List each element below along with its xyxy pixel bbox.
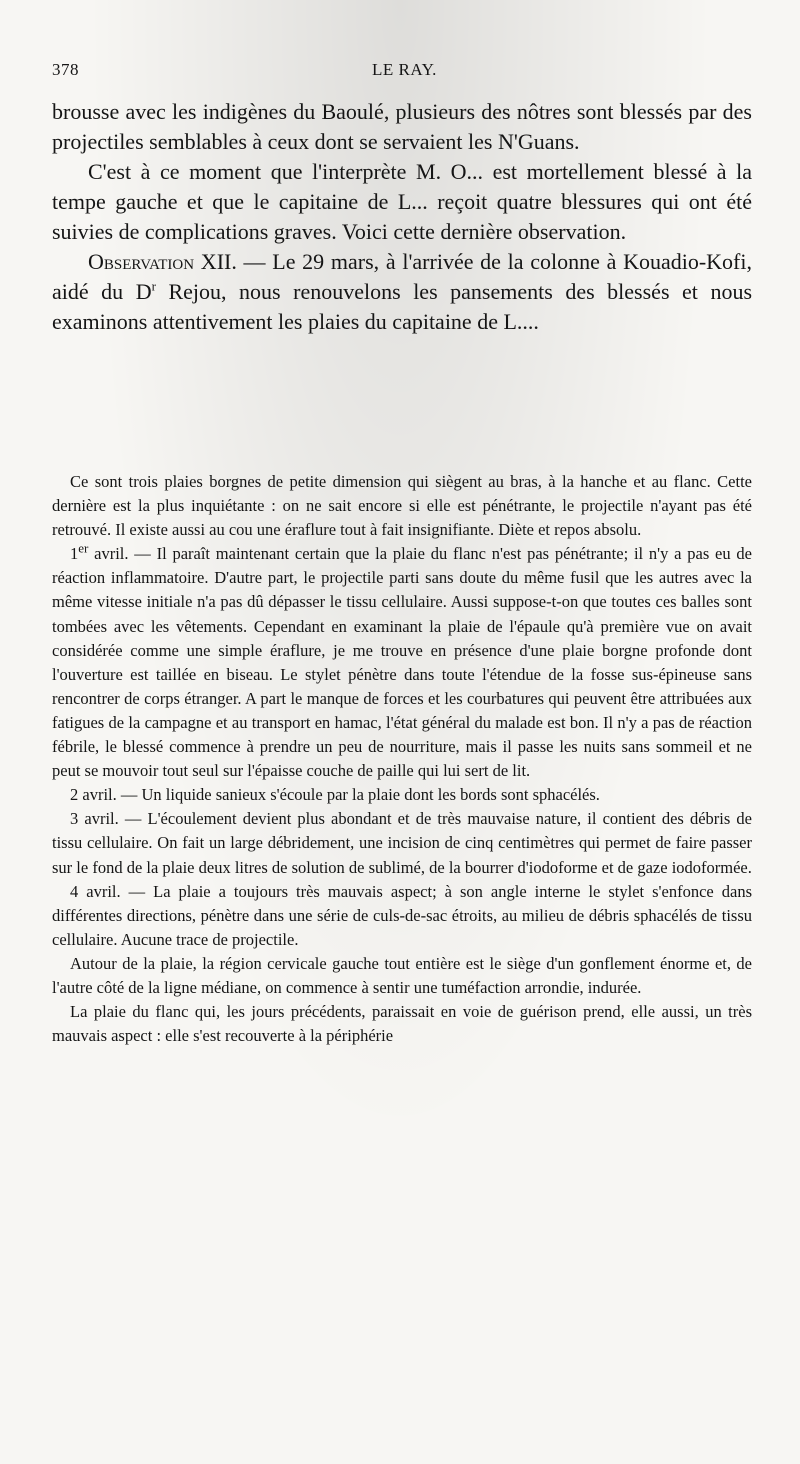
case-note-april-3: 3 avril. — L'écoulement devient plus abondant et de très mauvaise nature, il contient des débris de tissu cellulaire. On fait un large débridement, une incision de cinq centimètres qui permet de faire passer sur le fond de la plaie deux litres de solution de sublimé, de la bourrer d'iodoforme et de gaze iodoformée. xyxy=(52,809,752,877)
case-note-april-1 xyxy=(52,542,752,783)
main-text-block xyxy=(52,97,752,337)
page-header xyxy=(52,60,752,88)
april-1-superscript: er xyxy=(78,540,89,556)
observation-label: Observation XII. xyxy=(88,249,237,274)
paragraph-interpreter: C'est à ce moment que l'interprète M. O... est mortellement blessé à la tempe gauche et que le capitaine de L... reçoit quatre blessures qui ont été suivies de complications graves. Voici cette dernière observation. xyxy=(52,159,752,244)
case-note-flank: La plaie du flanc qui, les jours précédents, paraissait en voie de guérison prend, elle aussi, un très mauvais aspect : elle s'est recouverte à la périphérie xyxy=(52,1002,752,1046)
observation-text-pre: — Le 29 mars, à l'arrivée de la colonne à Kouadio-Kofi, aidé du D xyxy=(52,249,752,304)
doctor-superscript: r xyxy=(151,278,156,294)
running-head: LE RAY. xyxy=(372,60,437,79)
case-note-cervical: Autour de la plaie, la région cervicale gauche tout entière est le siège d'un gonflement énorme et, de l'autre côté de la ligne médiane, on commence à sentir une tuméfaction arrondie, indurée. xyxy=(52,953,752,997)
paragraph-continuation: brousse avec les indigènes du Baoulé, plusieurs des nôtres sont blessés par des projectiles semblables à ceux dont se servaient les N'Guans. xyxy=(52,99,752,154)
april-1-number: 1 xyxy=(70,544,79,564)
case-note-april-4: 4 avril. — La plaie a toujours très mauvais aspect; à son angle interne le stylet s'enfonce dans différentes directions, pénètre dans une série de culs-de-sac étroits, au milieu de débris sphacélés de tissu cellulaire. Aucune trace de projectile. xyxy=(52,881,752,949)
page-number: 378 xyxy=(52,60,79,79)
case-notes-block xyxy=(52,470,752,1048)
april-1-text: avril. — Il paraît maintenant certain que la plaie du flanc n'est pas pénétrante; il n'y a pas eu de réaction inflammatoire. D'autre part, le projectile parti sans doute du même fusil que les autres avec la même vitesse initiale n'a pas dû dépasser le tissu cellulaire. Aussi suppose-t-on que toutes ces balles sont tombées avec les vêtements. Cependant en examinant la plaie de l'épaule qu'à première vue on avait considérée comme une simple éraflure, je me trouve en présence d'une plaie borgne profonde dont l'ouverture est taillée en biseau. Le stylet pénètre dans toute l'étendue de la fosse sus-épineuse sans rencontrer de corps étranger. A part le manque de forces et les courbatures qui peuvent être attribuées aux fatigues de la campagne et au transport en hamac, l'état général du malade est bon. Il n'y a pas de réaction fébrile, le blessé commence à prendre un peu de nourriture, mais il passe les nuits sans sommeil et ne peut se mouvoir tout seul sur l'épaisse couche de paille qui lui sert de lit. xyxy=(52,544,752,781)
observation-text-post: Rejou, nous renouvelons les pansements des blessés et nous examinons attentivement les plaies du capitaine de L.... xyxy=(52,279,753,334)
case-note-april-2: 2 avril. — Un liquide sanieux s'écoule par la plaie dont les bords sont sphacélés. xyxy=(70,785,600,805)
case-note-wounds: Ce sont trois plaies borgnes de petite dimension qui siègent au bras, à la hanche et au flanc. Cette dernière est la plus inquiétante : on ne sait encore si elle est pénétrante, le projectile n'ayant pas été retrouvé. Il existe aussi au cou une éraflure tout à fait insignifiante. Diète et repos absolu. xyxy=(52,472,752,540)
paragraph-observation-xii xyxy=(52,247,752,337)
